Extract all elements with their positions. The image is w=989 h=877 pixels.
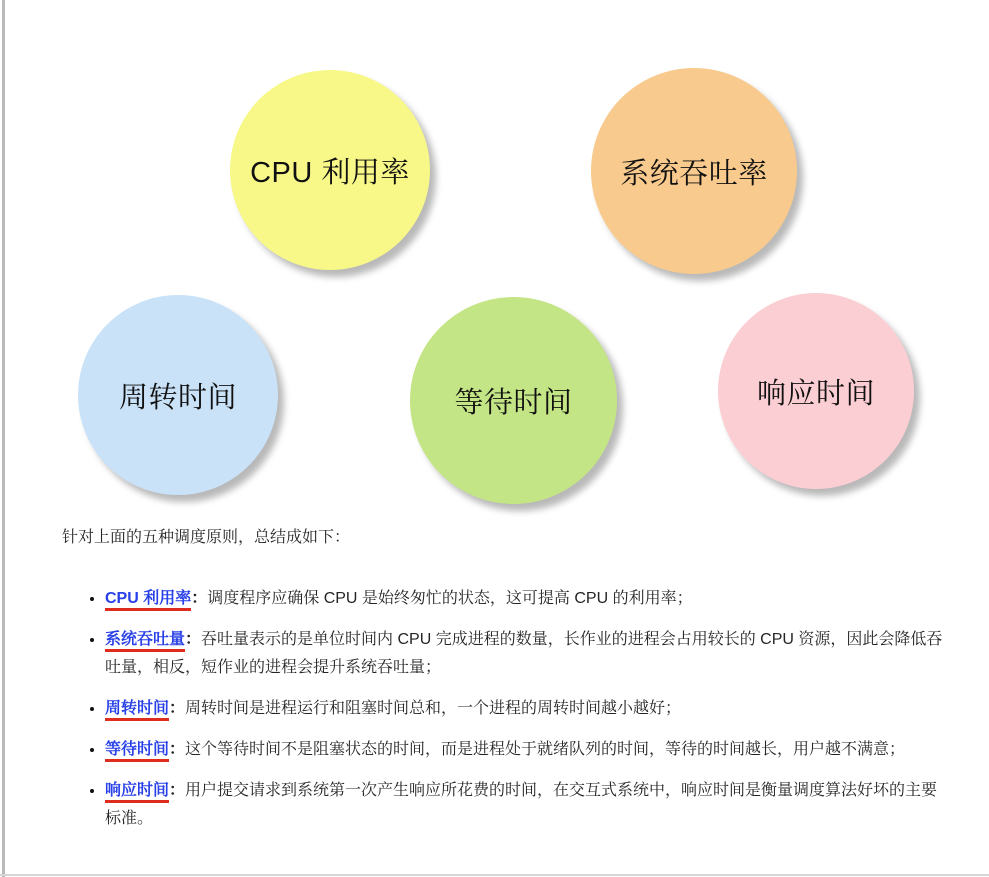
intro-text: 针对上面的五种调度原则，总结成如下： bbox=[62, 529, 351, 546]
list-item-system-throughput bbox=[105, 625, 944, 682]
circle-response-time bbox=[718, 293, 914, 489]
circle-system-throughput bbox=[591, 68, 797, 274]
list-item-waiting-time bbox=[105, 735, 944, 764]
term-separator: ： bbox=[191, 590, 208, 607]
circle-label: CPU 利用率 bbox=[250, 156, 410, 189]
term-description: 周转时间是进程运行和阻塞时间总和，一个进程的周转时间越小越好； bbox=[185, 700, 682, 717]
circle-cpu-utilization bbox=[230, 70, 430, 270]
term-link-waiting-time[interactable]: 等待时间 bbox=[105, 741, 169, 762]
circle-label: 系统吞吐率 bbox=[620, 157, 768, 190]
term-description: 这个等待时间不是阻塞状态的时间，而是进程处于就绪队列的时间，等待的时间越长，用户越不满意； bbox=[185, 741, 906, 758]
term-description: 用户提交请求到系统第一次产生响应所花费的时间，在交互式系统中，响应时间是衡量调度算法好坏的主要标准。 bbox=[105, 782, 938, 827]
bottom-border-line bbox=[0, 874, 989, 876]
term-link-cpu-utilization[interactable]: CPU 利用率 bbox=[105, 590, 191, 611]
circle-waiting-time bbox=[410, 297, 617, 504]
term-description: 调度程序应确保 CPU 是始终匆忙的状态，这可提高 CPU 的利用率； bbox=[207, 590, 693, 607]
term-separator: ： bbox=[169, 782, 186, 799]
term-separator: ： bbox=[169, 741, 186, 758]
term-link-turnaround-time[interactable]: 周转时间 bbox=[105, 700, 169, 721]
list-item-cpu-utilization bbox=[105, 584, 944, 613]
article-body bbox=[62, 524, 944, 845]
term-description: 吞吐量表示的是单位时间内 CPU 完成进程的数量，长作业的进程会占用较长的 CPU 资源，因此会降低吞吐量，相反，短作业的进程会提升系统吞吐量； bbox=[105, 631, 943, 676]
circle-turnaround-time bbox=[78, 295, 278, 495]
list-item-turnaround-time bbox=[105, 694, 944, 723]
term-link-response-time[interactable]: 响应时间 bbox=[105, 782, 169, 803]
term-separator: ： bbox=[185, 631, 202, 648]
scheduling-principles-list bbox=[62, 584, 944, 833]
circle-label: 等待时间 bbox=[454, 387, 573, 419]
circle-label: 周转时间 bbox=[118, 381, 237, 414]
term-link-system-throughput[interactable]: 系统吞吐量 bbox=[105, 631, 185, 652]
circle-label: 响应时间 bbox=[756, 377, 875, 410]
term-separator: ： bbox=[169, 700, 186, 717]
list-item-response-time bbox=[105, 776, 944, 833]
